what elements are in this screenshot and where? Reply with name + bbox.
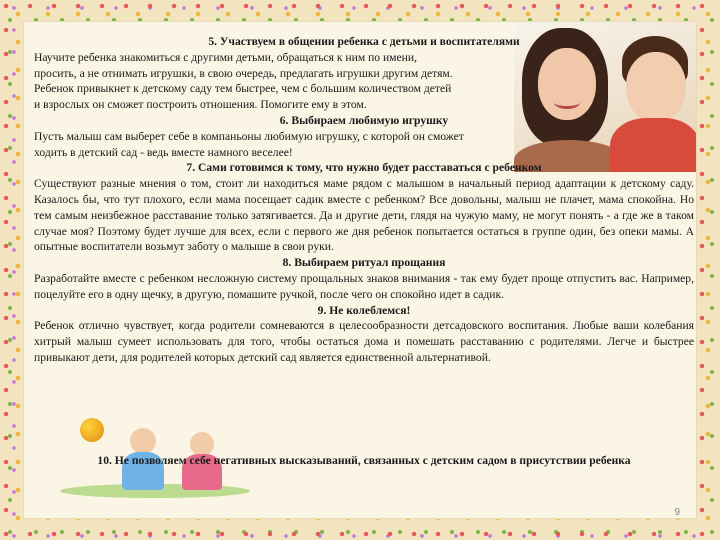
page-number: 9 xyxy=(674,507,680,518)
final-heading: 10. Не позволяем себе негативных высказываний, связанных с детским садом в присутствии ребенка xyxy=(97,454,631,467)
text-line: и взрослых он сможет построить отношения. Помогите ему в этом. xyxy=(34,98,367,112)
document-body xyxy=(34,34,694,366)
text-line: Ребенок привыкнет к детскому саду тем быстрее, чем с большим количеством детей xyxy=(34,82,452,96)
text-line: Научите ребенка знакомиться с другими детьми, обращаться к ним по имени, xyxy=(34,50,417,64)
text-line: ходить в детский сад - ведь вместе намного веселее! xyxy=(34,145,293,159)
text-line: Пусть малыш сам выберет себе в компаньоны любимую игрушку, с которой он сможет xyxy=(34,129,464,143)
children-illustration xyxy=(60,398,250,498)
section-heading: 9. Не колеблемся! xyxy=(317,303,411,317)
section-heading: 6. Выбираем любимую игрушку xyxy=(279,113,449,127)
text-line: просить, а не отнимать игрушки, в свою очередь, предлагать игрушки другим детям. xyxy=(34,66,453,80)
section-heading: 7. Сами готовимся к тому, что нужно будет расставаться с ребенком xyxy=(186,161,542,175)
section-paragraph: Разработайте вместе с ребенком несложную систему прощальных знаков внимания - так ему будет проще отпустить вас. Например, поцелуйте его в одну щечку, в другую, помашите ручкой, после чего он спокойно идет в садик. xyxy=(34,271,694,301)
section-paragraph: Ребенок отлично чувствует, когда родители сомневаются в целесообразности детсадовского воспитания. Любые ваши колебания хитрый малыш сумеет использовать для того, чтобы остаться дома и помешать расставанию с родителями. Легче и быстрее привыкают дети, для родителей которых детский сад является единственной альтернативой. xyxy=(34,319,694,364)
section-paragraph: Существуют разные мнения о том, стоит ли находиться маме рядом с малышом в начальный период адаптации к детскому саду. Казалось бы, что тут плохого, если мама посещает садик вместе с ребенком? Все довольны, малыш не плачет, мама спокойна. Но тем самым неизбежное расставание только затягивается. Да и другие дети, глядя на чужую маму, не могут понять - а где же в таком случае моя? Поэтому будет лучше для всех, если с первого же дня ребенок попытается остаться в группе один, без опеки мамы. А опытные воспитатели возьмут заботу о малыше в свои руки. xyxy=(34,177,694,254)
section-heading: 5. Участвуем в общении ребенка с детьми и воспитателями xyxy=(208,35,520,48)
section-heading: 8. Выбираем ритуал прощания xyxy=(282,256,446,270)
